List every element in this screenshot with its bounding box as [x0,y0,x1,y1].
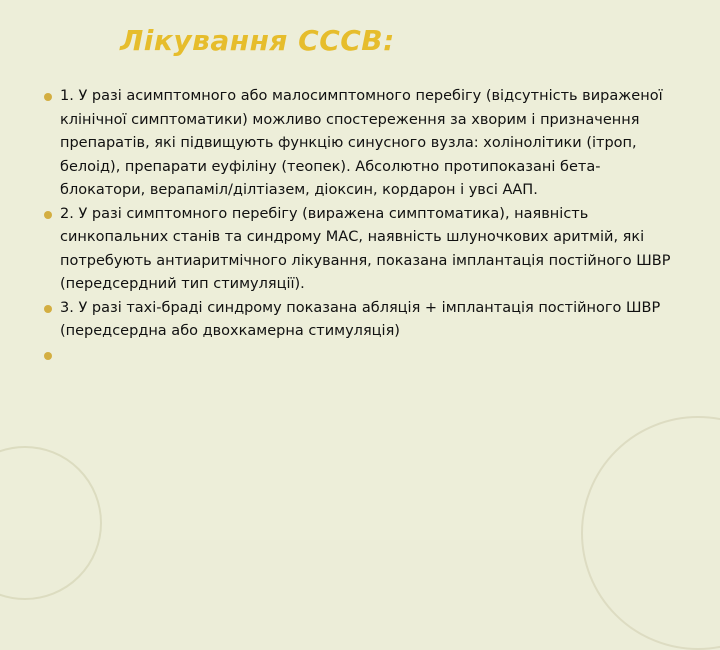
bullet-item [44,85,674,203]
decorative-circle [581,416,720,650]
bullet-list [44,85,674,367]
bullet-item [44,344,674,368]
bullet-text: 1. У разі асимптомного або малосимптомного перебігу (відсутність вираженої клінічної симптоматики) можливо спостереження за хворим і призначення препаратів, які підвищують функцію синусного вузла: холінолітики (ітроп, белоід), препарати еуфіліну (теопек). Абсолютно протипоказані бета-блокатори, верапаміл/ділтіазем, діоксин, кордарон і увсі ААП. [60,88,663,198]
decorative-circle [0,446,102,600]
slide-title: Лікування СССВ: [120,24,395,57]
bullet-item [44,203,674,297]
bullet-dot-icon [44,93,52,101]
bullet-dot-icon [44,211,52,219]
bullet-dot-icon [44,305,52,313]
bullet-text: 2. У разі симптомного перебігу (виражена симптоматика), наявність синкопальних станів та синдрому МАС, наявність шлуночкових аритмій, які потребують антиаритмічного лікування, показана імплантація постійного ШВР (передсердний тип стимуляції). [60,205,671,292]
bullet-item [44,297,674,344]
bullet-text: 3. У разі тахі-браді синдрому показана абляція + імплантація постійного ШВР (передсердна або двохкамерна стимуляція) [60,299,661,339]
bullet-dot-icon [44,352,52,360]
